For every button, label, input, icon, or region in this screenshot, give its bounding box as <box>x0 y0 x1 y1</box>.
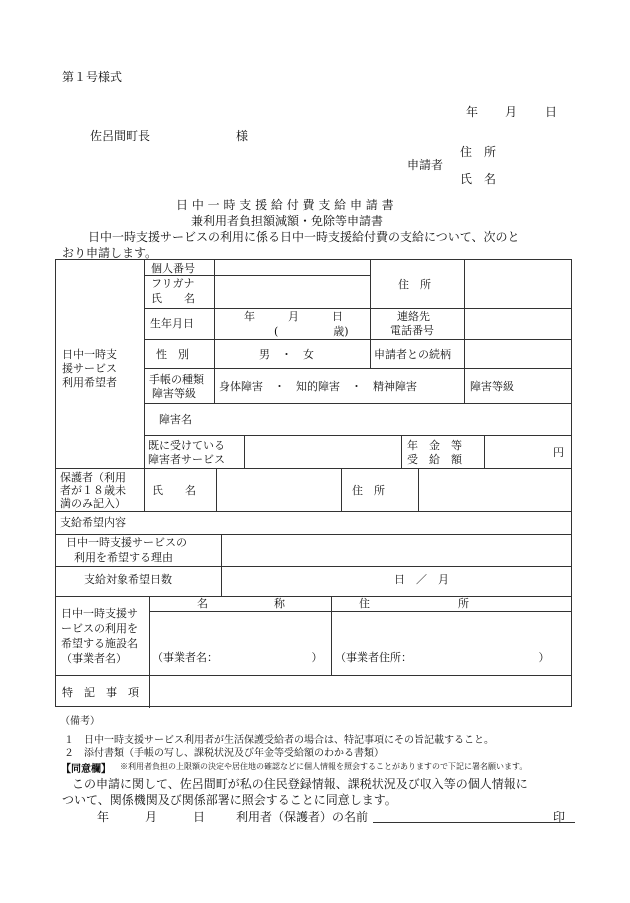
disability-name-label: 障害名 <box>159 413 192 426</box>
gender-options: 男 ・ 女 <box>259 348 314 361</box>
contact-label-2: 電話番号 <box>390 324 434 337</box>
handbook-label-2: 障害等級 <box>152 387 196 400</box>
consent-text-2: ついて、関係機関及び関係部署に照会することに同意します。 <box>62 793 397 807</box>
facility-name-header: 名 称 <box>197 597 285 610</box>
application-form-table <box>55 259 572 707</box>
addressee: 佐呂間町長 <box>90 129 151 143</box>
yen-unit: 円 <box>553 446 564 459</box>
operator-address-field: （事業者住所： ） <box>335 651 550 664</box>
grade-label: 障害等級 <box>470 380 514 393</box>
reason-label-1: 日中一時支援サービスの <box>66 536 187 549</box>
relation-label: 申請者との続柄 <box>374 348 451 361</box>
operator-name-field: （事業者名： ） <box>152 651 323 664</box>
date-year: 年 <box>466 105 479 119</box>
user-section-line-1: 日中一時支 <box>62 348 117 361</box>
signature-line <box>373 822 575 823</box>
days-unit: 日 ／ 月 <box>394 573 449 586</box>
birthdate-label: 生年月日 <box>150 317 194 330</box>
intro-line-1: 日中一時支援サービスの利用に係る日中一時支援給付費の支給について、次のと <box>88 230 520 244</box>
disability-types: 身体障害 ・ 知的障害 ・ 精神障害 <box>219 380 417 393</box>
date-day: 日 <box>545 105 558 119</box>
consent-label: 【同意欄】 <box>61 764 111 775</box>
form-number: 第１号様式 <box>62 70 123 84</box>
age-field: ( 歳) <box>274 325 349 338</box>
guardian-label-1: 保護者（利用 <box>60 471 126 484</box>
facility-address-header: 住 所 <box>359 597 469 610</box>
guardian-label-3: 満のみ記入） <box>60 497 126 510</box>
form-subtitle: 兼利用者負担額減額・免除等申請書 <box>191 214 384 228</box>
honorific: 様 <box>236 129 249 143</box>
birthdate-ymd: 年 月 日 <box>244 310 343 323</box>
days-label: 支給対象希望日数 <box>84 573 172 586</box>
handbook-label-1: 手帳の種類 <box>149 373 204 386</box>
facility-label-1: 日中一時支援サ <box>61 607 138 620</box>
form-title: 日 中 一 時 支 援 給 付 費 支 給 申 請 書 <box>176 198 394 212</box>
remarks-label: 特 記 事 項 <box>62 686 139 699</box>
guardian-address-label: 住 所 <box>352 484 385 497</box>
reason-label-2: 利用を希望する理由 <box>74 551 173 564</box>
name-label: 氏 名 <box>151 292 195 305</box>
pension-label-2: 受 給 額 <box>407 453 462 466</box>
user-section-line-2: 援サービス <box>62 362 117 375</box>
facility-label-4: （事業者名） <box>61 652 127 665</box>
received-services-label-2: 障害者サービス <box>148 453 225 466</box>
intro-line-2: おり申請します。 <box>62 246 158 260</box>
gender-label: 性 別 <box>156 348 189 361</box>
note-2: ２ 添付書類（手帳の写し、課税状況及び年金等受給額のわかる書類） <box>64 748 384 759</box>
applicant-name-label: 氏 名 <box>460 172 497 186</box>
user-section-line-3: 利用希望者 <box>62 376 117 389</box>
date-month: 月 <box>505 105 518 119</box>
address-label: 住 所 <box>398 278 431 291</box>
received-services-label-1: 既に受けている <box>148 439 225 452</box>
facility-label-3: 希望する施設名 <box>61 637 138 650</box>
notes-label: （備考） <box>60 716 100 727</box>
support-content-label: 支給希望内容 <box>60 516 126 529</box>
guardian-name-label: 氏 名 <box>152 484 196 497</box>
signer-label: 利用者（保護者）の名前 <box>236 810 369 824</box>
seal-mark: 印 <box>553 810 566 824</box>
signature-date: 年 月 日 <box>97 810 206 824</box>
note-1: １ 日中一時支援サービス利用者が生活保護受給者の場合は、特記事項にその旨記載すること。 <box>64 735 494 746</box>
facility-label-2: ービスの利用を <box>61 622 138 635</box>
applicant-label: 申請者 <box>407 158 444 172</box>
applicant-address-label: 住 所 <box>460 145 497 159</box>
pension-label-1: 年 金 等 <box>407 439 462 452</box>
consent-note: ※利用者負担の上限額の決定や居住地の確認などに個人情報を照会することがありますので下記に署名願います。 <box>120 762 528 771</box>
contact-label-1: 連絡先 <box>397 310 430 323</box>
consent-text-1: この申請に関して、佐呂間町が私の住民登録情報、課税状況及び収入等の個人情報に <box>72 777 528 791</box>
personal-number-label: 個人番号 <box>151 262 195 275</box>
guardian-label-2: 者が１８歳未 <box>60 484 126 497</box>
furigana-label: フリガナ <box>151 277 195 290</box>
